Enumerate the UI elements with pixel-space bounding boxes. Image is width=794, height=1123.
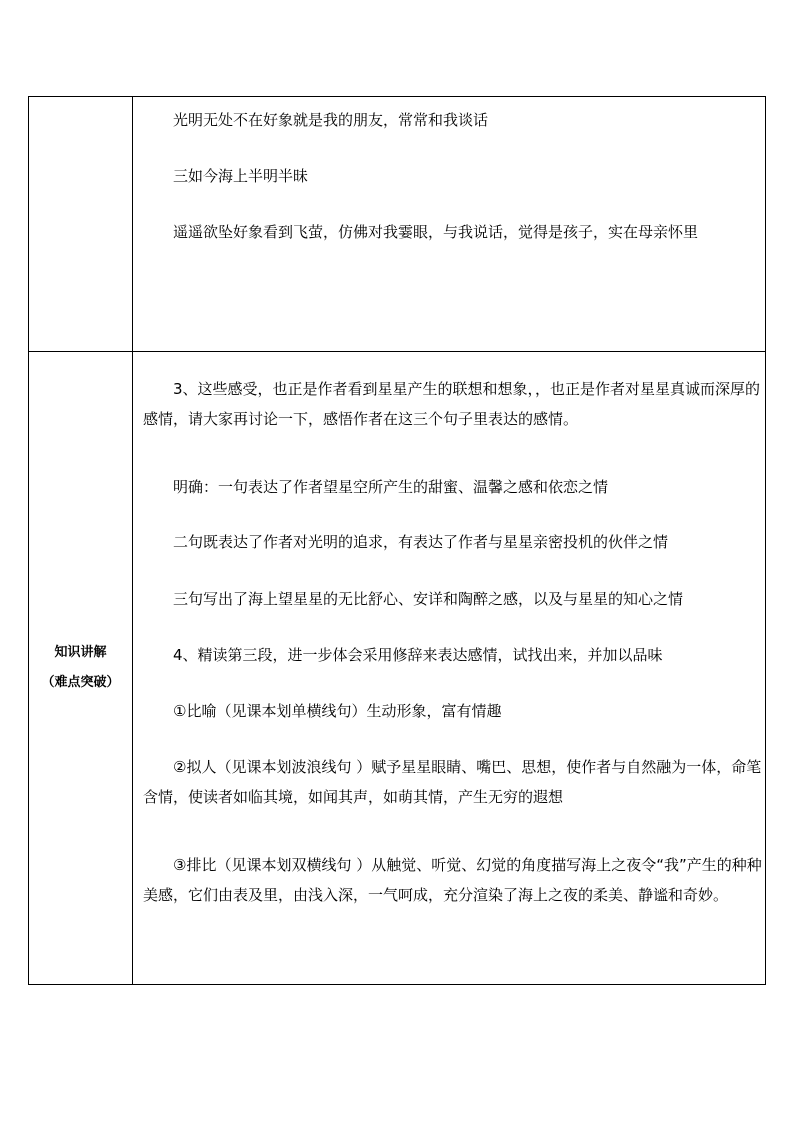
paragraph: ③排比（见课本划双横线句 ）从触觉、听觉、幻觉的角度描写海上之夜令“我”产生的种种美感，它们由表及里，由浅入深，一气呵成，充分渲染了海上之夜的柔美、静谧和奇妙。 (143, 856, 762, 904)
paragraph: 遥遥欲坠好象看到飞萤，仿佛对我霎眼，与我说话，觉得是孩子，实在母亲怀里 (173, 223, 699, 241)
section-label-cell (29, 352, 133, 985)
label-cell-empty (29, 97, 133, 352)
paragraph: ②拟人（见课本划波浪线句 ）赋予星星眼睛、嘴巴、思想，使作者与自然融为一体，命笔含情，使读者如临其境，如闻其声，如萌其情，产生无穷的遐想 (143, 758, 762, 806)
paragraph: 4、精读第三段，进一步体会采用修辞来表达感情，试找出来，并加以品味 (173, 646, 663, 664)
paragraph: 三如今海上半明半昧 (173, 167, 309, 185)
paragraph: 三句写出了海上望星星的无比舒心、安详和陶醉之感，以及与星星的知心之情 (173, 590, 684, 608)
section-label: 知识讲解 (54, 645, 107, 660)
lesson-table (28, 96, 766, 985)
content-cell (133, 352, 766, 985)
paragraph: 二句既表达了作者对光明的追求，有表达了作者与星星亲密投机的伙伴之情 (173, 533, 669, 551)
paragraph: 光明无处不在好象就是我的朋友，常常和我谈话 (173, 111, 489, 129)
table-row (29, 352, 766, 985)
section-sublabel: （难点突破） (41, 675, 120, 690)
paragraph: 明确：一句表达了作者望星空所产生的甜蜜、温馨之感和依恋之情 (173, 478, 609, 496)
paragraph: ①比喻（见课本划单横线句）生动形象，富有情趣 (173, 702, 502, 720)
table-row (29, 97, 766, 352)
paragraph: 3、这些感受，也正是作者看到星星产生的联想和想象，，也正是作者对星星真诚而深厚的感情，请大家再讨论一下，感悟作者在这三个句子里表达的感情。 (143, 380, 761, 428)
content-cell (133, 97, 766, 352)
